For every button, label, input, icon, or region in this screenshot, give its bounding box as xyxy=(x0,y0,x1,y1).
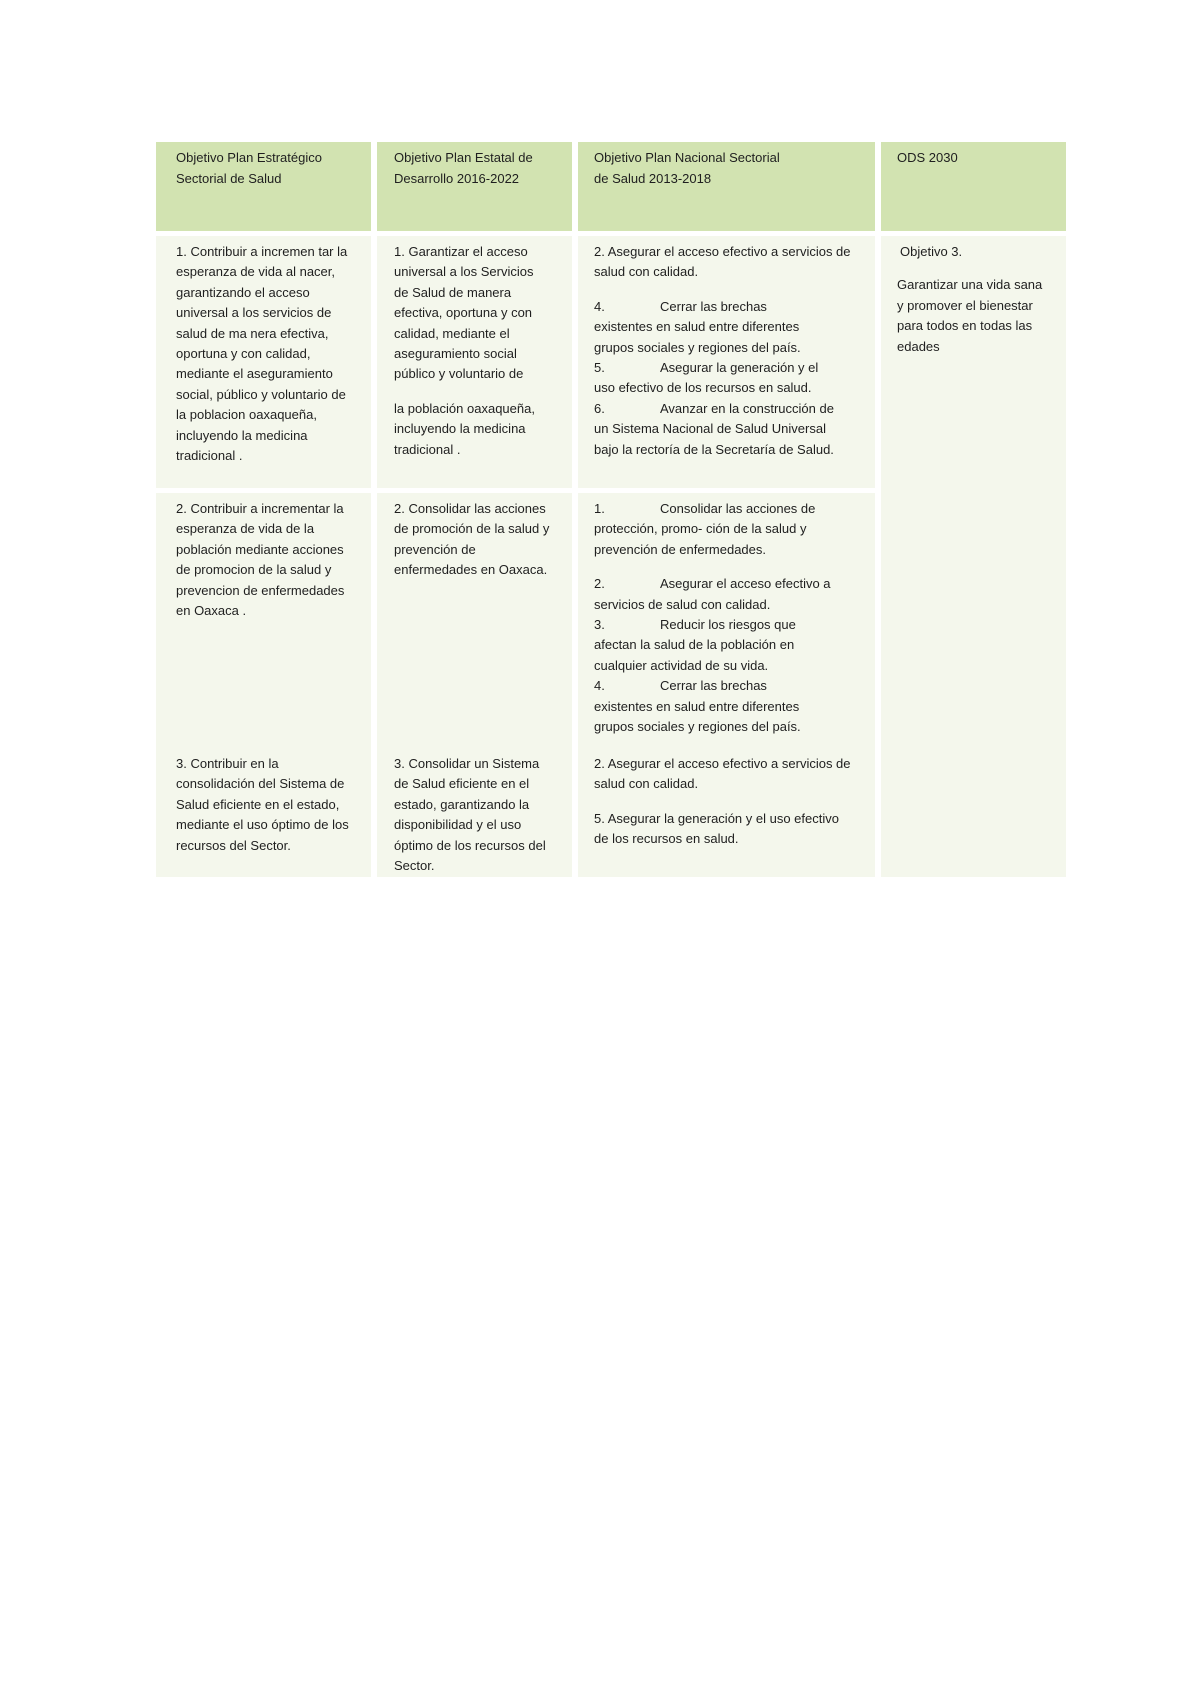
list-item xyxy=(594,676,865,737)
row3-plan-estatal-text: 3. Consolidar un Sistema de Salud eficiente en el estado, garantizando la disponibilidad y el uso óptimo de los recursos del Sector. xyxy=(394,756,546,874)
ods-objective-text: Garantizar una vida sana y promover el bienestar para todos en todas las edades xyxy=(897,277,1043,354)
row2-plan-nacional-cell xyxy=(578,493,875,748)
item-text: Cerrar las brechas xyxy=(660,678,767,694)
row1-plan-nacional-cell xyxy=(578,236,875,488)
item-number: 4. xyxy=(594,678,605,694)
row2-plan-estrategico-cell xyxy=(156,493,371,748)
item-text-continued: afectan la salud de la población en cualquier actividad de su vida. xyxy=(594,637,795,673)
item-text-continued: un Sistema Nacional de Salud Universal bajo la rectoría de la Secretaría de Salud. xyxy=(594,421,834,457)
list-item xyxy=(594,297,865,358)
list-item xyxy=(594,499,865,560)
row3-plan-nacional-cell xyxy=(578,748,875,877)
row1-plan-nacional-intro: 2. Asegurar el acceso efectivo a servicios de salud con calidad. xyxy=(594,244,851,280)
header-ods-2030: ODS 2030 xyxy=(881,142,1066,231)
ods-objective-title: Objetivo 3. xyxy=(900,244,963,259)
item-number: 3. xyxy=(594,617,605,633)
row1-plan-estrategico-cell xyxy=(156,236,371,488)
list-item xyxy=(594,399,865,460)
list-item xyxy=(594,358,865,399)
row3-plan-estatal-cell xyxy=(377,748,572,877)
item-number: 4. xyxy=(594,298,605,314)
item-text-continued: protección, promo- ción de la salud y prevención de enfermedades. xyxy=(594,521,807,557)
row3-plan-nacional-text-a: 2. Asegurar el acceso efectivo a servicios de salud con calidad. xyxy=(594,756,851,792)
item-number: 5. xyxy=(594,360,605,376)
row1-plan-estatal-cell xyxy=(377,236,572,488)
header-plan-estrategico: Objetivo Plan Estratégico Sectorial de Salud xyxy=(156,142,371,231)
row1-plan-estatal-text-b: la población oaxaqueña, incluyendo la medicina tradicional . xyxy=(394,400,535,457)
row3-plan-estrategico-text: 3. Contribuir en la consolidación del Sistema de Salud eficiente en el estado, mediante el uso óptimo de los recursos del Sector. xyxy=(176,756,349,853)
item-text-continued: servicios de salud con calidad. xyxy=(594,596,771,612)
row1-plan-estrategico-text: 1. Contribuir a incremen tar la esperanza de vida al nacer, garantizando el acceso universal a los servicios de salud de ma nera efectiva, oportuna y con calidad, mediante el aseguramiento social, público y voluntario de la poblacion oaxaqueña, incluyendo la medicina tradicional . xyxy=(176,244,348,464)
ods-2030-cell xyxy=(881,236,1066,877)
row2-plan-estrategico-text: 2. Contribuir a incrementar la esperanza de vida de la población mediante acciones de promocion de la salud y prevencion de enfermedades en Oaxaca . xyxy=(176,501,345,619)
item-text-continued: existentes en salud entre diferentes grupos sociales y regiones del país. xyxy=(594,698,801,735)
item-text: Reducir los riesgos que xyxy=(660,617,796,633)
item-text: Asegurar el acceso efectivo a xyxy=(660,576,831,592)
item-number: 2. xyxy=(594,576,605,592)
list-item xyxy=(594,574,865,615)
row3-plan-estrategico-cell xyxy=(156,748,371,877)
item-text: Consolidar las acciones de xyxy=(660,501,816,516)
item-text-continued: existentes en salud entre diferentes grupos sociales y regiones del país. xyxy=(594,319,801,355)
item-number: 6. xyxy=(594,400,605,416)
item-text-continued: uso efectivo de los recursos en salud. xyxy=(594,380,812,396)
row1-plan-estatal-text-a: 1. Garantizar el acceso universal a los Servicios de Salud de manera efectiva, oportuna y con calidad, mediante el aseguramiento social público y voluntario de xyxy=(394,244,534,382)
item-text: Cerrar las brechas xyxy=(660,298,767,314)
row2-plan-estatal-text: 2. Consolidar las acciones de promoción de la salud y prevención de enfermedades en Oaxaca. xyxy=(394,501,550,578)
list-item xyxy=(594,615,865,676)
row2-plan-estatal-cell xyxy=(377,493,572,748)
row3-plan-nacional-text-b: 5. Asegurar la generación y el uso efectivo de los recursos en salud. xyxy=(594,810,839,847)
header-plan-nacional: Objetivo Plan Nacional Sectorial de Salud 2013-2018 xyxy=(578,142,875,231)
objectives-alignment-table xyxy=(156,142,1066,877)
header-plan-estatal: Objetivo Plan Estatal de Desarrollo 2016-2022 xyxy=(377,142,572,231)
item-text: Asegurar la generación y el xyxy=(660,360,819,376)
item-text: Avanzar en la construcción de xyxy=(660,400,834,416)
item-number: 1. xyxy=(594,501,605,516)
